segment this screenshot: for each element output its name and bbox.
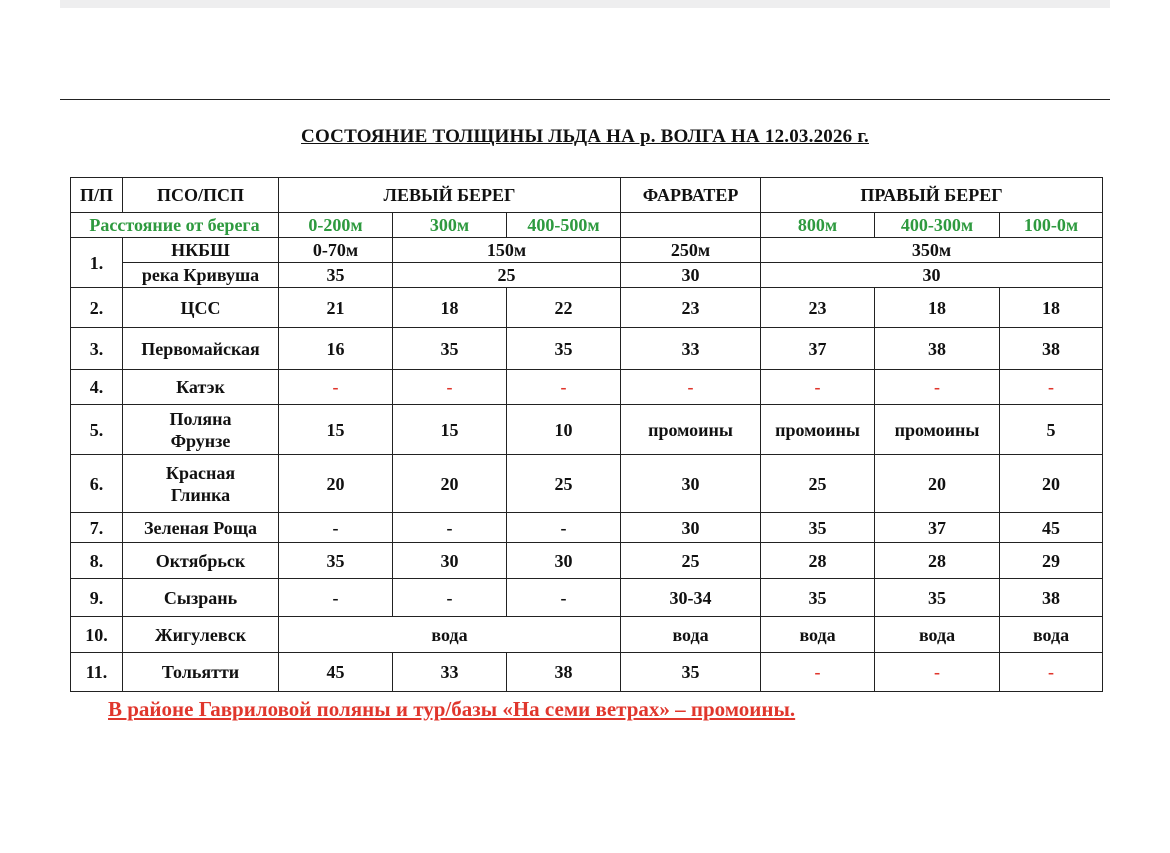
cell-value: вода <box>621 617 761 653</box>
distance-left-1: 0-200м <box>279 213 393 238</box>
cell-value: - <box>507 579 621 617</box>
row-num: 2. <box>71 288 123 328</box>
distance-label: Расстояние от берега <box>71 213 279 238</box>
cell-value: 35 <box>507 328 621 370</box>
cell-value: 20 <box>279 455 393 513</box>
station-name <box>123 405 279 455</box>
cell-value: - <box>621 370 761 405</box>
cell-value: 38 <box>507 653 621 692</box>
distance-left-3: 400-500м <box>507 213 621 238</box>
cell-value: 21 <box>279 288 393 328</box>
station-name: Тольятти <box>123 653 279 692</box>
cell-value: 16 <box>279 328 393 370</box>
cell-value: 35 <box>875 579 1000 617</box>
cell-value: - <box>761 653 875 692</box>
header-right-bank: ПРАВЫЙ БЕРЕГ <box>761 178 1103 213</box>
table-row <box>71 328 1103 370</box>
cell-value: 35 <box>621 653 761 692</box>
cell-value: 20 <box>875 455 1000 513</box>
table-row <box>71 238 1103 263</box>
row-num: 7. <box>71 513 123 543</box>
cell-value: 35 <box>761 513 875 543</box>
row-num: 11. <box>71 653 123 692</box>
cell-value: 38 <box>1000 328 1103 370</box>
distance-right-3: 100-0м <box>1000 213 1103 238</box>
station-name: река Кривуша <box>123 263 279 288</box>
cell-value: промоины <box>621 405 761 455</box>
cell-value: 38 <box>1000 579 1103 617</box>
station-name: Катэк <box>123 370 279 405</box>
station-name-line: Фрунзе <box>170 430 231 451</box>
cell-distance: 0-70м <box>279 238 393 263</box>
cell-value: 30 <box>393 543 507 579</box>
table-row <box>71 455 1103 513</box>
table-row <box>71 543 1103 579</box>
station-name-line: Поляна <box>169 408 232 429</box>
cell-value: 5 <box>1000 405 1103 455</box>
station-name: Сызрань <box>123 579 279 617</box>
cell-value: - <box>279 513 393 543</box>
cell-value: 25 <box>621 543 761 579</box>
page-title: СОСТОЯНИЕ ТОЛЩИНЫ ЛЬДА НА р. ВОЛГА НА 12.03.2026 г. <box>301 126 869 147</box>
cell-value: - <box>279 579 393 617</box>
cell-value: вода <box>279 617 621 653</box>
cell-value: промоины <box>761 405 875 455</box>
distance-right-1: 800м <box>761 213 875 238</box>
row-num: 9. <box>71 579 123 617</box>
cell-value: 37 <box>761 328 875 370</box>
cell-value: 45 <box>1000 513 1103 543</box>
header-rule <box>60 99 1110 100</box>
header-row <box>71 178 1103 213</box>
cell-distance: 150м <box>393 238 621 263</box>
header-station: ПСО/ПСП <box>123 178 279 213</box>
cell-value: 15 <box>279 405 393 455</box>
station-name <box>123 455 279 513</box>
cell-value: 22 <box>507 288 621 328</box>
station-name-line: Глинка <box>170 484 231 505</box>
station-name-line: Красная <box>165 462 236 483</box>
station-name: Жигулевск <box>123 617 279 653</box>
cell-value: 23 <box>761 288 875 328</box>
table-row <box>71 288 1103 328</box>
cell-value: - <box>875 370 1000 405</box>
header-fairway: ФАРВАТЕР <box>621 178 761 213</box>
table-row <box>71 617 1103 653</box>
cell-value: 20 <box>1000 455 1103 513</box>
station-name: НКБШ <box>123 238 279 263</box>
table-row <box>71 513 1103 543</box>
cell-value: 30 <box>621 455 761 513</box>
cell-value: - <box>1000 370 1103 405</box>
cell-value: 10 <box>507 405 621 455</box>
cell-value: 30 <box>621 513 761 543</box>
table-row <box>71 579 1103 617</box>
cell-distance: 250м <box>621 238 761 263</box>
cell-value: 18 <box>393 288 507 328</box>
cell-value: 33 <box>621 328 761 370</box>
cell-value: 25 <box>761 455 875 513</box>
cell-value: 35 <box>279 263 393 288</box>
cell-value: - <box>507 370 621 405</box>
station-name: ЦСС <box>123 288 279 328</box>
row-num: 10. <box>71 617 123 653</box>
row-num: 3. <box>71 328 123 370</box>
cell-value: 35 <box>393 328 507 370</box>
cell-value: 18 <box>1000 288 1103 328</box>
distance-left-2: 300м <box>393 213 507 238</box>
cell-value: - <box>393 513 507 543</box>
distance-fairway <box>621 213 761 238</box>
cell-value: - <box>393 370 507 405</box>
warning-note: В районе Гавриловой поляны и тур/базы «На семи ветрах» – промоины. <box>108 697 796 721</box>
cell-value: 18 <box>875 288 1000 328</box>
table-row <box>71 405 1103 455</box>
row-num: 4. <box>71 370 123 405</box>
cell-value: - <box>875 653 1000 692</box>
cell-value: 23 <box>621 288 761 328</box>
cell-value: 38 <box>875 328 1000 370</box>
cell-value: 20 <box>393 455 507 513</box>
cell-value: 35 <box>279 543 393 579</box>
cell-value: 25 <box>393 263 621 288</box>
distance-right-2: 400-300м <box>875 213 1000 238</box>
station-name: Первомайская <box>123 328 279 370</box>
cell-value: 37 <box>875 513 1000 543</box>
cell-value: - <box>279 370 393 405</box>
table-row <box>71 263 1103 288</box>
cell-value: 45 <box>279 653 393 692</box>
cell-value: 29 <box>1000 543 1103 579</box>
cell-value: - <box>761 370 875 405</box>
table-row <box>71 653 1103 692</box>
header-left-bank: ЛЕВЫЙ БЕРЕГ <box>279 178 621 213</box>
cell-value: 35 <box>761 579 875 617</box>
table-row <box>71 370 1103 405</box>
cell-value: вода <box>1000 617 1103 653</box>
cell-value: 30 <box>621 263 761 288</box>
cell-value: 30 <box>761 263 1103 288</box>
cell-value: - <box>507 513 621 543</box>
station-name: Зеленая Роща <box>123 513 279 543</box>
cell-value: 15 <box>393 405 507 455</box>
cell-value: - <box>1000 653 1103 692</box>
cell-value: 30 <box>507 543 621 579</box>
cell-value: промоины <box>875 405 1000 455</box>
cell-value: 33 <box>393 653 507 692</box>
row-num: 6. <box>71 455 123 513</box>
ice-thickness-table <box>70 177 1103 692</box>
cell-value: - <box>393 579 507 617</box>
cell-value: 25 <box>507 455 621 513</box>
cell-value: вода <box>875 617 1000 653</box>
cell-value: вода <box>761 617 875 653</box>
cell-distance: 350м <box>761 238 1103 263</box>
header-num: П/П <box>71 178 123 213</box>
cell-value: 30-34 <box>621 579 761 617</box>
row-num: 8. <box>71 543 123 579</box>
row-num: 5. <box>71 405 123 455</box>
cell-value: 28 <box>761 543 875 579</box>
row-num: 1. <box>71 238 123 288</box>
station-name: Октябрьск <box>123 543 279 579</box>
distance-row <box>71 213 1103 238</box>
top-bar <box>60 0 1110 8</box>
cell-value: 28 <box>875 543 1000 579</box>
